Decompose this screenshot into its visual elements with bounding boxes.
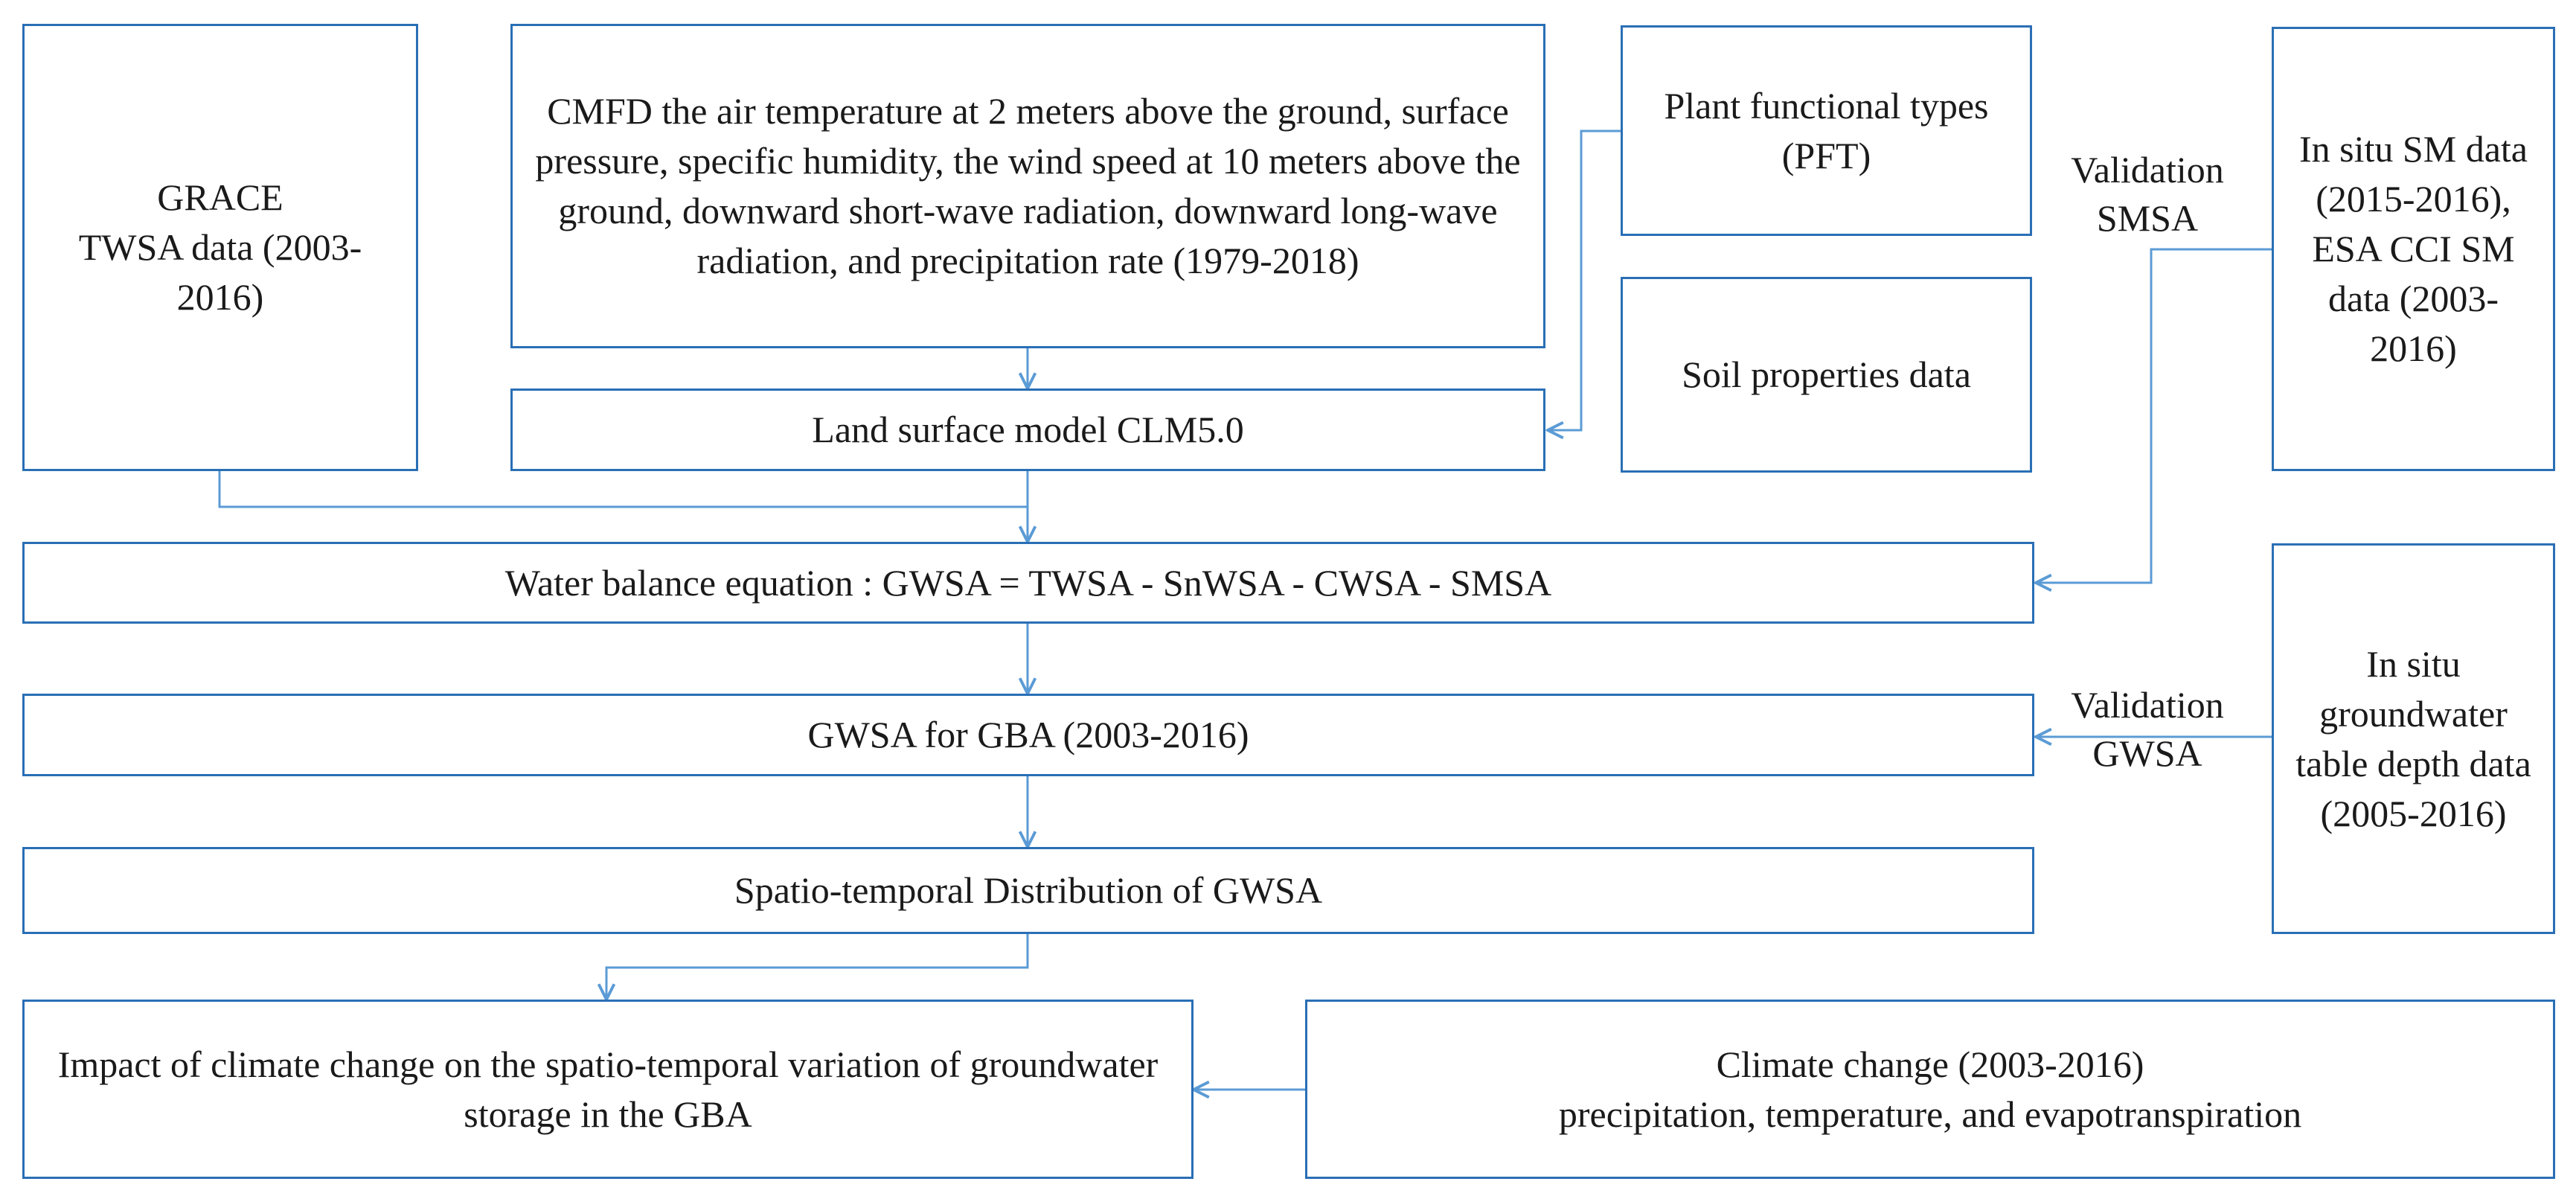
arrow-insitu-sm-to-balance [2036, 249, 2272, 583]
impact-text: Impact of climate change on the spatio-temporal variation of groundwater storage in the GBA [57, 1043, 1159, 1135]
validation-smsa-label: Validation SMSA [2071, 149, 2224, 239]
soil-properties-text: Soil properties data [1682, 354, 1971, 395]
pft-text: Plant functional types (PFT) [1664, 84, 1989, 176]
validation-gwsa-label: Validation GWSA [2071, 684, 2224, 774]
insitu-sm-text: In situ SM data (2015-2016), ESA CCI SM data (2003-2016) [2299, 128, 2528, 369]
climate-change-box [1305, 1000, 2555, 1179]
grace-twsa-text: GRACE TWSA data (2003-2016) [78, 176, 362, 318]
water-balance-text: Water balance equation : GWSA = TWSA - SnWSA - CWSA - SMSA [504, 561, 1552, 604]
gwsa-gba-box [22, 694, 2034, 776]
spatio-temporal-text: Spatio-temporal Distribution of GWSA [734, 869, 1323, 911]
gwsa-gba-text: GWSA for GBA (2003-2016) [807, 714, 1249, 755]
arrow-pft-to-clm [1548, 131, 1621, 430]
arrow-grace-to-balance [220, 471, 1028, 507]
insitu-groundwater-box [2272, 543, 2555, 934]
arrow-spatio-to-impact [606, 934, 1028, 1000]
water-balance-box [22, 542, 2034, 624]
impact-box [22, 1000, 1194, 1179]
cmfd-forcing-box [510, 24, 1545, 348]
cmfd-forcing-text: CMFD the air temperature at 2 meters above the ground, surface pressure, specific humidity, the wind speed at 10 meters above the ground, downward short-wave radiation, downward long-wave radiation, and precipitation rate (1979-2018) [535, 90, 1521, 281]
insitu-groundwater-text: In situ groundwater table depth data (2005-2016) [2295, 642, 2531, 834]
climate-change-text: Climate change (2003-2016) precipitation, temperature, and evapotranspiration [1558, 1043, 2302, 1135]
spatio-temporal-box [22, 847, 2034, 934]
insitu-sm-box [2272, 27, 2555, 471]
soil-properties-box [1621, 277, 2032, 473]
clm-model-box [510, 389, 1545, 471]
pft-box [1621, 25, 2032, 236]
grace-twsa-box [22, 24, 418, 471]
clm-model-text: Land surface model CLM5.0 [812, 409, 1244, 450]
